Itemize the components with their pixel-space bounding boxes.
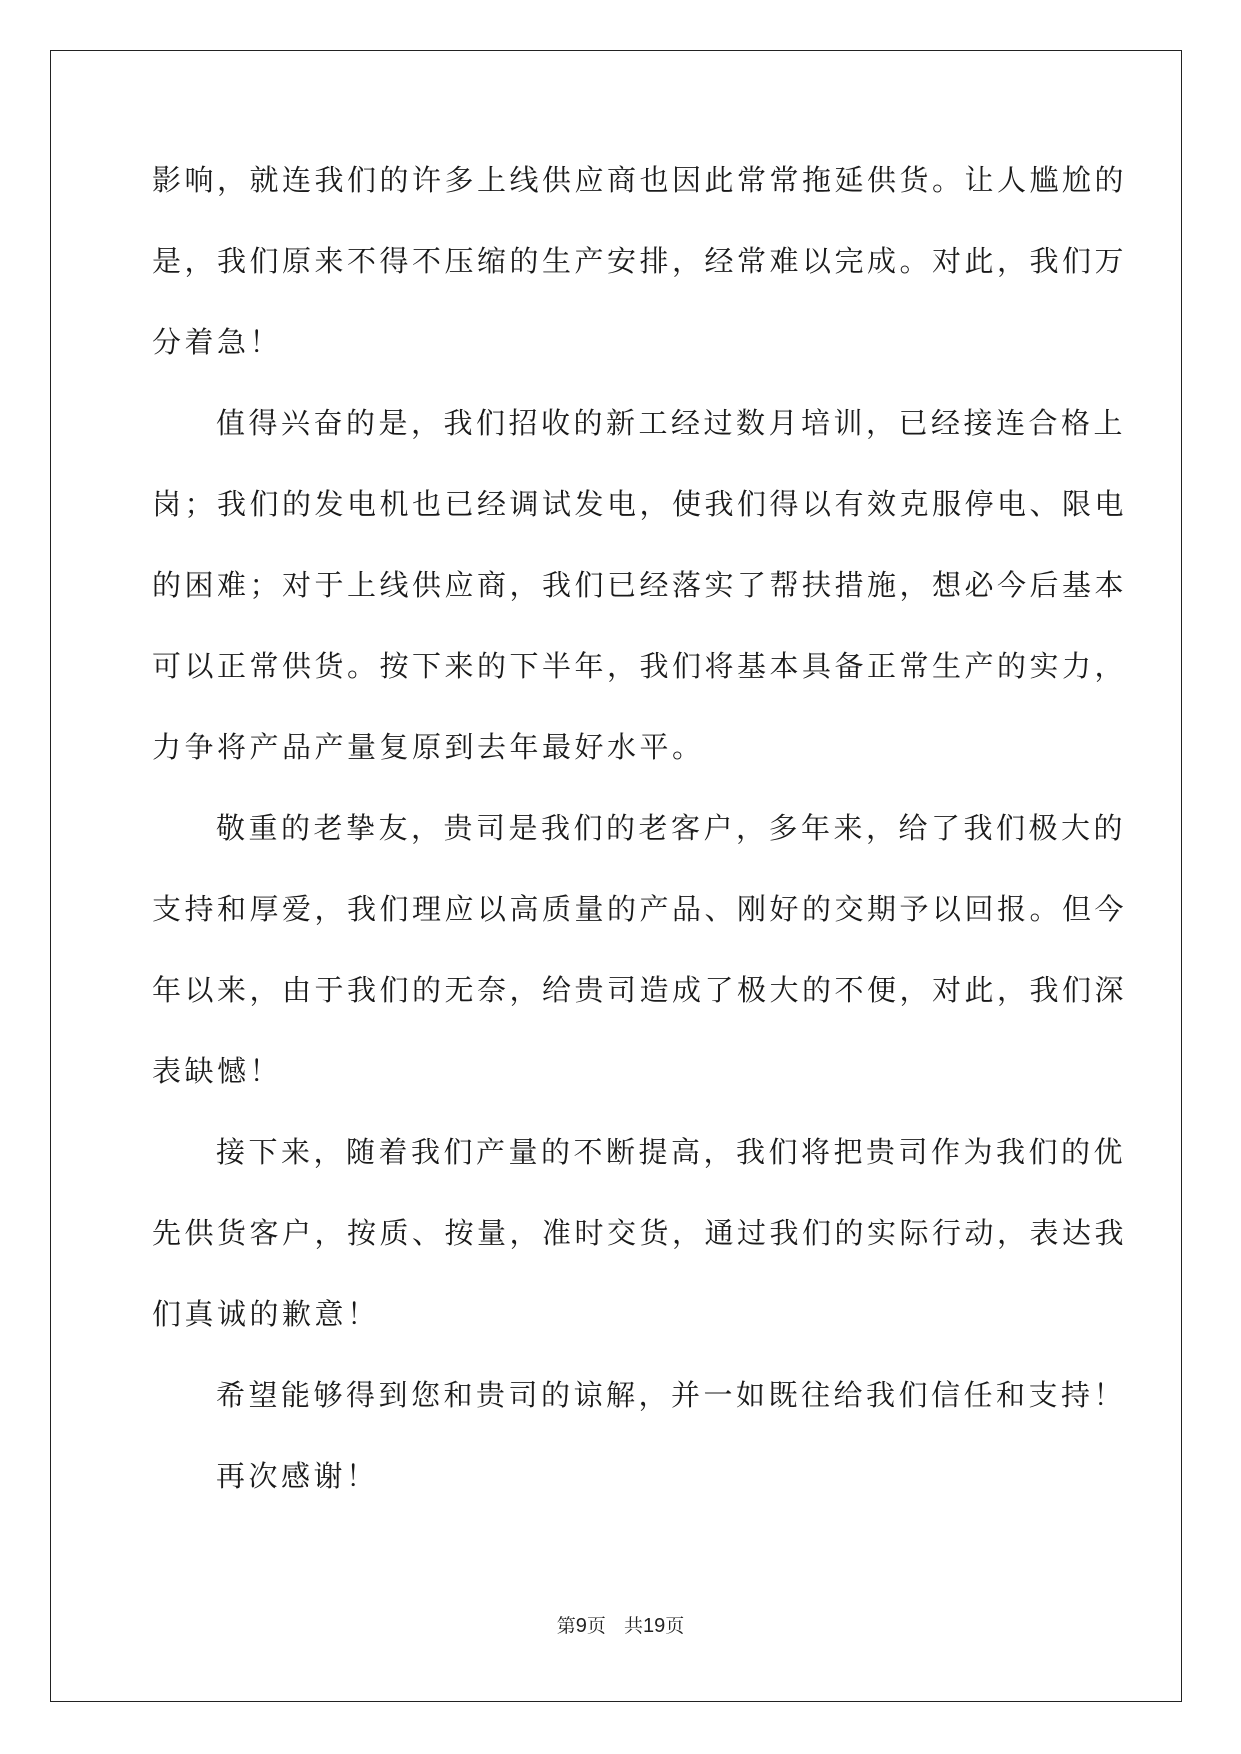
text-line: 支持和厚爱，我们理应以高质量的产品、刚好的交期予以回报。但今 [152,892,1128,926]
page-prefix: 第 [556,1615,576,1637]
text-line: 力争将产品产量复原到去年最好水平。 [152,730,705,764]
total-prefix: 共 [623,1615,643,1637]
text-line: 年以来，由于我们的无奈，给贵司造成了极大的不便，对此，我们深 [152,973,1128,1007]
paragraph-first-line: 希望能够得到您和贵司的谅解，并一如既往给我们信任和支持！ [216,1378,1127,1412]
text-line: 们真诚的歉意！ [152,1297,380,1331]
page-number: 9 [575,1615,587,1637]
page-suffix: 页 [586,1615,606,1637]
text-line: 是，我们原来不得不压缩的生产安排，经常难以完成。对此，我们万 [152,244,1128,278]
paragraph-first-line: 敬重的老挚友，贵司是我们的老客户，多年来，给了我们极大的 [216,811,1127,845]
total-pages: 19 [642,1615,666,1637]
text-line: 分着急！ [152,325,283,359]
document-body [152,160,1128,1537]
paragraph-first-line: 再次感谢！ [216,1459,379,1493]
text-line: 的困难；对于上线供应商，我们已经落实了帮扶措施，想必今后基本 [152,568,1128,602]
paragraph-first-line: 接下来，随着我们产量的不断提高，我们将把贵司作为我们的优 [216,1135,1127,1169]
text-line: 影响，就连我们的许多上线供应商也因此常常拖延供货。让人尴尬的 [152,163,1128,197]
text-line: 可以正常供货。按下来的下半年，我们将基本具备正常生产的实力， [152,649,1128,683]
page-footer [0,1614,1241,1638]
text-line: 先供货客户，按质、按量，准时交货，通过我们的实际行动，表达我 [152,1216,1128,1250]
text-line: 表缺憾！ [152,1054,283,1088]
paragraph-first-line: 值得兴奋的是，我们招收的新工经过数月培训，已经接连合格上 [216,406,1127,440]
text-line: 岗；我们的发电机也已经调试发电，使我们得以有效克服停电、限电 [152,487,1128,521]
total-suffix: 页 [665,1615,685,1637]
